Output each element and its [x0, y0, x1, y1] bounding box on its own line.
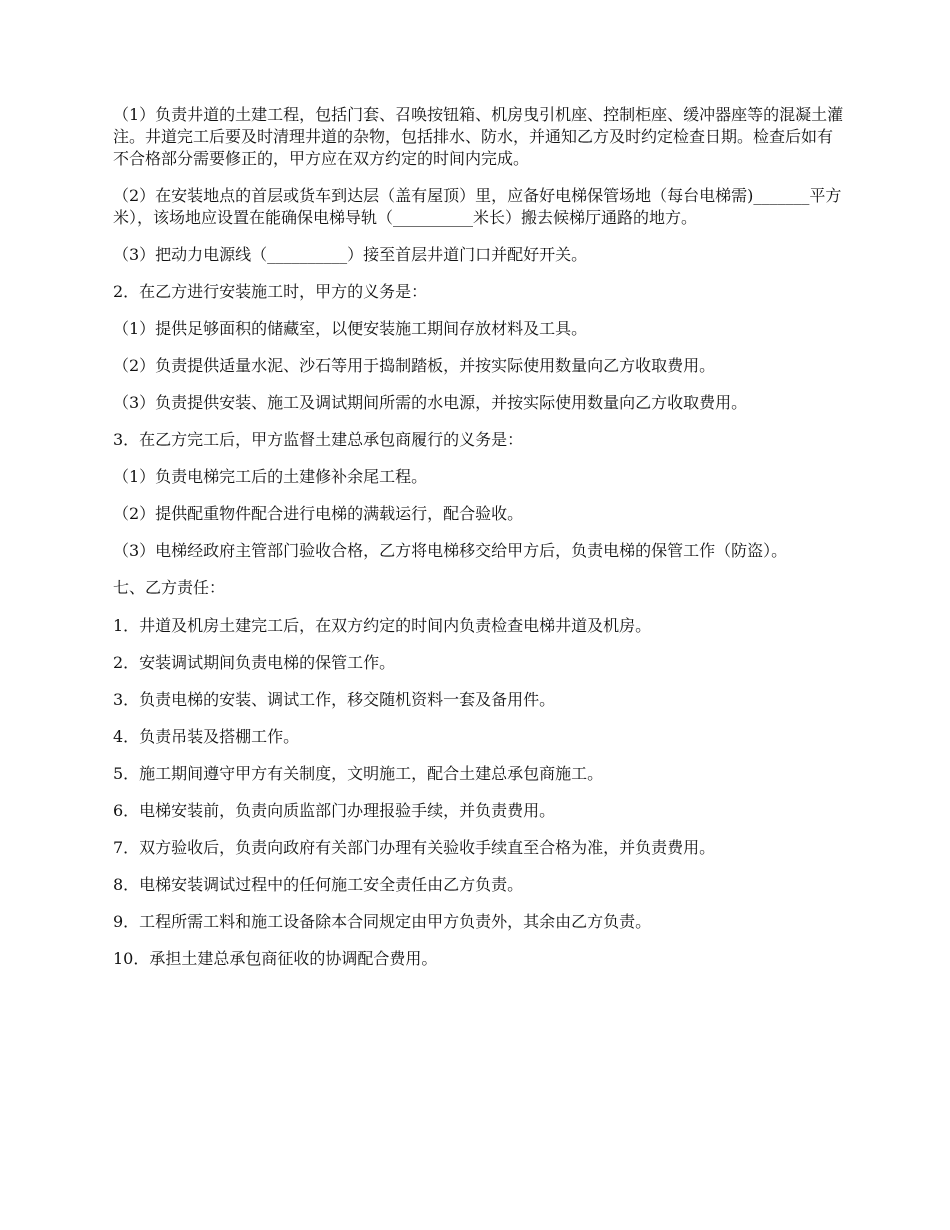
- duty-item-7: 7．双方验收后，负责向政府有关部门办理有关验收手续直至合格为准，并负责费用。: [113, 838, 716, 857]
- duty-item-1: 1．井道及机房土建完工后，在双方约定的时间内负责检查电梯井道及机房。: [113, 616, 652, 635]
- section-heading-party-b-duties: 七、乙方责任：: [113, 578, 226, 597]
- paragraph-2-2: （2）负责提供适量水泥、沙石等用于捣制踏板，并按实际使用数量向乙方收取费用。: [113, 356, 716, 375]
- paragraph-3-2: （2）提供配重物件配合进行电梯的满载运行，配合验收。: [113, 504, 524, 523]
- duty-item-4: 4．负责吊装及搭棚工作。: [113, 727, 300, 746]
- duty-item-8: 8．电梯安装调试过程中的任何施工安全责任由乙方负责。: [113, 875, 524, 894]
- duty-item-9: 9．工程所需工料和施工设备除本合同规定由甲方负责外，其余由乙方负责。: [113, 912, 652, 931]
- duty-item-3: 3．负责电梯的安装、调试工作，移交随机资料一套及备用件。: [113, 690, 556, 709]
- duty-item-2: 2．安装调试期间负责电梯的保管工作。: [113, 653, 396, 672]
- clause-2: 2．在乙方进行安装施工时，甲方的义务是：: [113, 282, 428, 301]
- paragraph-3-1: （1）负责电梯完工后的土建修补余尾工程。: [113, 467, 428, 486]
- duty-item-6: 6．电梯安装前，负责向质监部门办理报验手续，并负责费用。: [113, 801, 556, 820]
- clause-3: 3．在乙方完工后，甲方监督土建总承包商履行的义务是：: [113, 430, 524, 449]
- paragraph-1-1: （1）负责井道的土建工程，包括门套、召唤按钮箱、机房曳引机座、控制柜座、缓冲器座等的混凝土灌注。井道完工后要及时清理井道的杂物，包括排水、防水，并通知乙方及时约定检查日期。检查后如有不合格部分需要修正的，甲方应在双方约定的时间内完成。: [113, 105, 844, 168]
- paragraph-2-3: （3）负责提供安装、施工及调试期间所需的水电源，并按实际使用数量向乙方收取费用。: [113, 393, 748, 412]
- duty-item-10: 10．承担土建总承包商征收的协调配合费用。: [113, 949, 438, 968]
- duty-item-5: 5．施工期间遵守甲方有关制度，文明施工，配合土建总承包商施工。: [113, 764, 604, 783]
- paragraph-1-3: （3）把动力电源线（__________）接至首层井道门口并配好开关。: [113, 245, 588, 264]
- paragraph-3-3: （3）电梯经政府主管部门验收合格，乙方将电梯移交给甲方后，负责电梯的保管工作（防盗）。: [113, 541, 788, 560]
- paragraph-2-1: （1）提供足够面积的储藏室，以便安装施工期间存放材料及工具。: [113, 319, 588, 338]
- paragraph-1-2: （2）在安装地点的首层或货车到达层（盖有屋顶）里，应备好电梯保管场地（每台电梯需)_______平方米），该场地应设置在能确保电梯导轨（__________米长）搬去候梯厅通路的地方。: [113, 186, 842, 227]
- document-page: [113, 104, 848, 985]
